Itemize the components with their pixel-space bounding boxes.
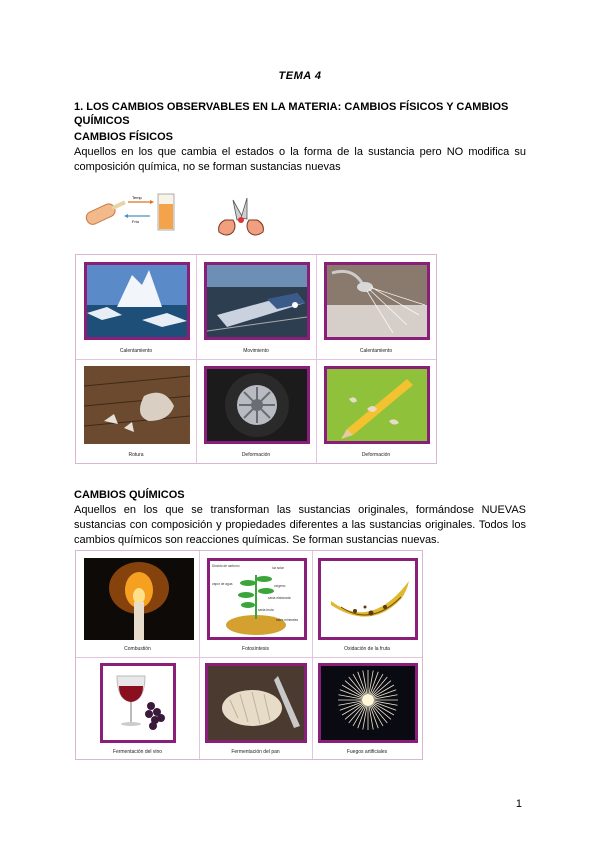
chemical-changes-grid: [75, 550, 423, 760]
water-vapor-label: vapor de agua: [212, 582, 233, 586]
sunlight-label: luz solar: [272, 566, 284, 570]
caption: Movimiento: [243, 348, 269, 354]
caption: Deformación: [241, 452, 271, 458]
caption: Deformación: [361, 452, 391, 458]
photo-cell: [316, 359, 436, 463]
oxygen-label: oxígeno: [274, 584, 286, 588]
caption: Oxidación de la fruta: [344, 646, 390, 652]
photo-cell: [196, 359, 316, 463]
photo-cell: [312, 657, 422, 759]
cold-label: Frío: [132, 219, 140, 224]
physical-description: Aquellos en los que cambia el estados o la forma de la sustancia pero NO modifica su composición química, no se forman sustancias nuevas: [74, 146, 526, 173]
temp-label: Temp: [132, 195, 142, 200]
page-title: TEMA 4: [278, 70, 322, 82]
iceberg-photo: [84, 262, 190, 340]
caption: Fermentación del pan: [231, 749, 280, 755]
co2-label: Dióxido de carbono: [212, 564, 240, 568]
tire-photo: [204, 366, 310, 444]
caption: Calentamiento: [359, 348, 393, 354]
wine-photo: [100, 663, 176, 743]
broken-egg-photo: [84, 366, 190, 444]
subheading-physical: CAMBIOS FÍSICOS: [74, 131, 174, 143]
raw-sap-label: savia bruta: [258, 608, 274, 612]
photo-cell: [196, 255, 316, 359]
photo-cell: [76, 551, 199, 657]
banana-photo: [318, 558, 418, 640]
minerals-label: sales minerales: [276, 618, 299, 622]
bread-dough-photo: [205, 663, 307, 743]
cutting-illustration: [213, 190, 271, 240]
photo-cell: [76, 255, 196, 359]
physical-changes-grid: [75, 254, 437, 464]
photo-cell: [316, 255, 436, 359]
photo-cell: [312, 551, 422, 657]
photo-cell: [199, 657, 312, 759]
photo-cell: [76, 359, 196, 463]
sap-label: savia elaborada: [268, 596, 291, 600]
caption: Rotura: [128, 452, 144, 458]
shower-photo: [324, 262, 430, 340]
match-combustion-photo: [84, 558, 194, 640]
fireworks-photo: [318, 663, 418, 743]
caption: Combustión: [124, 646, 151, 652]
photo-cell: [199, 551, 312, 657]
page-number: 1: [515, 798, 522, 810]
ice-cream-melting-illustration: [80, 190, 190, 235]
pencil-sharpening-photo: [324, 366, 430, 444]
caption: Fermentación del vino: [112, 749, 163, 755]
train-photo: [204, 262, 310, 340]
chemical-description: Aquellos en los que se transforman las sustancias originales, formándose NUEVAS sustancias con composición y propiedades diferentes a las sustancias originales. Todos los cambios químicos son reacciones químicas. Se forman sustancias nuevas.: [74, 504, 526, 546]
subheading-chemical: CAMBIOS QUÍMICOS: [74, 489, 185, 501]
caption: Calentamiento: [119, 348, 153, 354]
photosynthesis-diagram: [207, 558, 307, 640]
caption: Fuegos artificiales: [346, 749, 388, 755]
section-heading: 1. LOS CAMBIOS OBSERVABLES EN LA MATERIA: CAMBIOS FÍSICOS Y CAMBIOS QUÍMICOS: [74, 101, 509, 127]
photo-cell: [76, 657, 199, 759]
caption: Fotosíntesis: [242, 646, 269, 652]
